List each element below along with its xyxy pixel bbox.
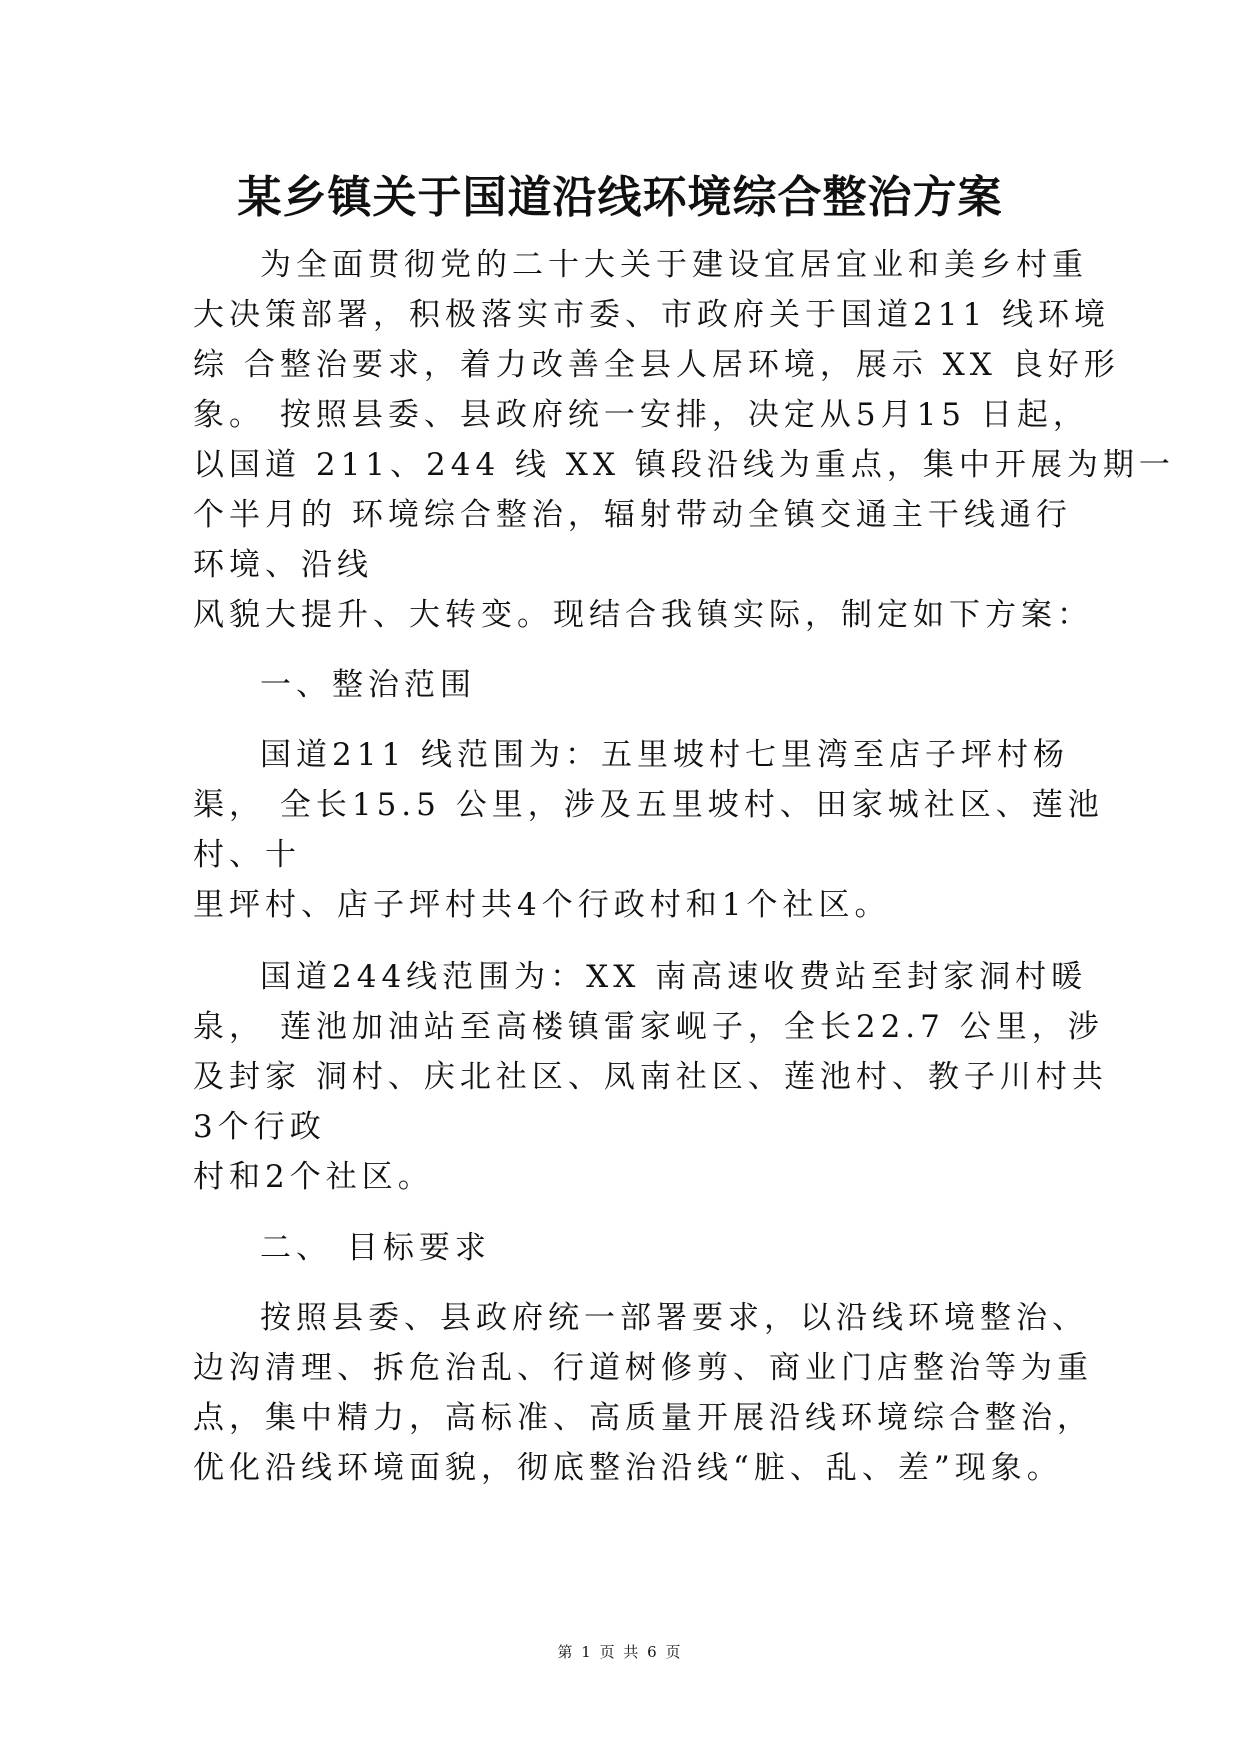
paragraph-line: 风貌大提升、大转变。现结合我镇实际，制定如下方案： bbox=[193, 597, 1093, 633]
paragraph-line: 边沟清理、拆危治乱、行道树修剪、商业门店整治等为重 bbox=[193, 1350, 1093, 1386]
paragraph-line: 大决策部署，积极落实市委、市政府关于国道211 线环境 bbox=[193, 297, 1111, 333]
page-footer: 第 1 页 共 6 页 bbox=[557, 1643, 683, 1661]
paragraph-line: 及封家 洞村、庆北社区、凤南社区、莲池村、教子川村共 bbox=[193, 1059, 1108, 1095]
paragraph-line: 渠， 全长15.5 公里，涉及五里坡村、田家城社区、莲池 bbox=[193, 787, 1104, 823]
paragraph-line: 优化沿线环境面貌，彻底整治沿线“脏、乱、差”现象。 bbox=[193, 1450, 1063, 1486]
paragraph-line: 里坪村、店子坪村共4个行政村和1个社区。 bbox=[193, 887, 891, 923]
paragraph-line: 3个行政 bbox=[193, 1109, 326, 1145]
paragraph-line: 按照县委、县政府统一部署要求，以沿线环境整治、 bbox=[260, 1300, 1088, 1336]
paragraph-line: 村、十 bbox=[193, 837, 301, 873]
paragraph-line: 村和2个社区。 bbox=[193, 1159, 434, 1195]
section-heading: 一、整治范围 bbox=[260, 667, 476, 703]
section-heading: 二、 目标要求 bbox=[260, 1230, 491, 1266]
paragraph-line: 为全面贯彻党的二十大关于建设宜居宜业和美乡村重 bbox=[260, 247, 1088, 283]
paragraph-line: 国道244线范围为：XX 南高速收费站至封家洞村暖 bbox=[260, 959, 1088, 995]
paragraph-line: 环境、沿线 bbox=[193, 547, 373, 583]
document-title: 某乡镇关于国道沿线环境综合整治方案 bbox=[237, 172, 1003, 223]
paragraph-line: 象。 按照县委、县政府统一安排，决定从5月15 日起， bbox=[193, 397, 1089, 433]
paragraph-line: 综 合整治要求，着力改善全县人居环境，展示 XX 良好形 bbox=[193, 347, 1120, 383]
paragraph-line: 点，集中精力，高标准、高质量开展沿线环境综合整治， bbox=[193, 1400, 1093, 1436]
paragraph-line: 国道211 线范围为：五里坡村七里湾至店子坪村杨 bbox=[260, 737, 1070, 773]
paragraph-line: 以国道 211、244 线 XX 镇段沿线为重点，集中开展为期一 bbox=[193, 447, 1175, 483]
paragraph-line: 个半月的 环境综合整治，辐射带动全镇交通主干线通行 bbox=[193, 497, 1072, 533]
paragraph-line: 泉， 莲池加油站至高楼镇雷家岘子，全长22.7 公里，涉 bbox=[193, 1009, 1104, 1045]
